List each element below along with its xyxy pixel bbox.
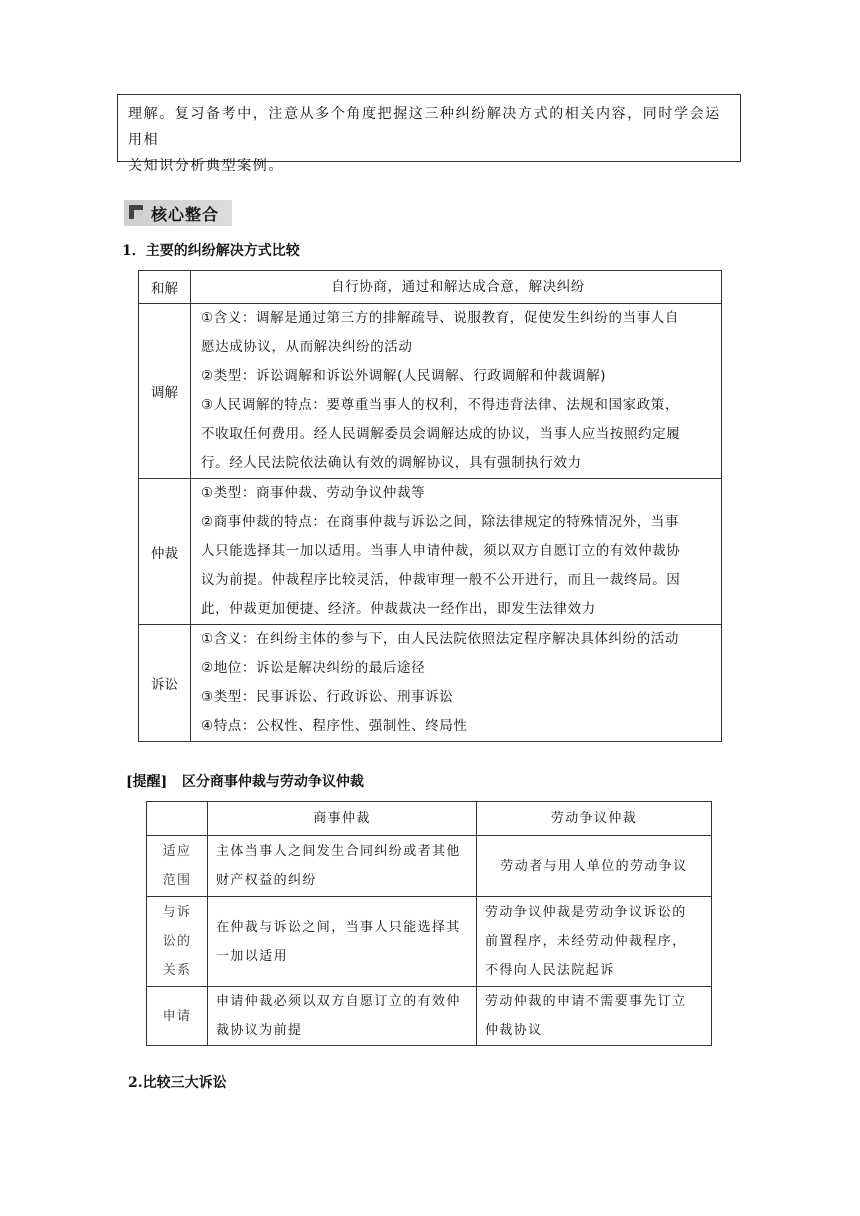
row-value — [191, 625, 722, 742]
row-key: 仲裁 — [139, 479, 191, 625]
key-line: 与诉 — [162, 905, 192, 920]
row-key: 诉讼 — [139, 625, 191, 742]
cell-line: 劳动仲裁的申请不需要事先订立 — [485, 994, 687, 1009]
section-square-icon — [129, 205, 145, 221]
key-line: 范围 — [162, 873, 192, 888]
commercial-cell — [208, 897, 477, 987]
cell-line: 行。经人民法院依法确认有效的调解协议，具有强制执行效力 — [201, 455, 582, 471]
cell-line: ④特点：公权性、程序性、强制性、终局性 — [201, 718, 468, 734]
cell-line: 人只能选择其一加以适用。当事人申请仲裁，须以双方自愿订立的有效仲裁协 — [201, 543, 681, 559]
table-header-row — [147, 802, 712, 836]
table-row — [139, 625, 722, 742]
table-row — [147, 836, 712, 897]
tip-heading — [126, 771, 364, 791]
key-line: 适应 — [162, 844, 192, 859]
row-key: 和解 — [139, 271, 191, 304]
intro-line: 理解。复习备考中，注意从多个角度把握这三种纠纷解决方式的相关内容，同时学会运用相 — [128, 106, 721, 148]
cell-line: ①含义：在纠纷主体的参与下，由人民法院依照法定程序解决具体纠纷的活动 — [201, 631, 680, 647]
cell-line: ③类型：民事诉讼、行政诉讼、刑事诉讼 — [201, 689, 454, 705]
commercial-cell — [208, 987, 477, 1046]
cell-line: ②地位：诉讼是解决纠纷的最后途径 — [201, 660, 426, 676]
cell-line: ③人民调解的特点：要尊重当事人的权利，不得违背法律、法规和国家政策， — [201, 397, 680, 413]
row-value — [191, 304, 722, 479]
cell-line: ①含义：调解是通过第三方的排解疏导、说服教育，促使发生纠纷的当事人自 — [201, 310, 680, 326]
key-line: 申请 — [162, 1008, 192, 1024]
table-row — [139, 271, 722, 304]
header-cell: 劳动争议仲裁 — [477, 802, 712, 836]
cell-line: 此，仲裁更加便捷、经济。仲裁裁决一经作出，即发生法律效力 — [201, 601, 596, 617]
cell-line: ②商事仲裁的特点：在商事仲裁与诉讼之间，除法律规定的特殊情况外，当事 — [201, 514, 680, 530]
row-key — [147, 897, 208, 987]
row-key: 调解 — [139, 304, 191, 479]
heading-2: 2.比较三大诉讼 — [128, 1075, 227, 1091]
heading-1: 1．主要的纠纷解决方式比较 — [122, 243, 300, 259]
dispute-methods-table — [138, 270, 722, 742]
intro-line: 关知识分析典型案例。 — [128, 158, 284, 174]
cell-line: 不得向人民法院起诉 — [485, 963, 615, 978]
header-cell: 商事仲裁 — [208, 802, 477, 836]
section-title: 核心整合 — [151, 204, 220, 224]
labor-cell — [477, 836, 712, 897]
cell-line: ①类型：商事仲裁、劳动争议仲裁等 — [201, 485, 426, 501]
row-key — [147, 987, 208, 1046]
table-row — [139, 304, 722, 479]
cell-line: 一加以适用 — [216, 948, 289, 964]
cell-line: 财产权益的纠纷 — [216, 873, 317, 888]
labor-cell — [477, 987, 712, 1046]
tip-title: 区分商事仲裁与劳动争议仲裁 — [181, 774, 364, 790]
cell-line: 仲裁协议 — [485, 1023, 543, 1038]
cell-line: 前置程序，未经劳动仲裁程序， — [485, 934, 687, 949]
commercial-cell — [208, 836, 477, 897]
cell-line: 愿达成协议，从而解决纠纷的活动 — [201, 339, 413, 355]
table-row — [139, 479, 722, 625]
table-row — [147, 897, 712, 987]
tip-label: [提醒] — [126, 774, 168, 790]
cell-line: 申请仲裁必须以双方自愿订立的有效仲 — [216, 994, 461, 1009]
cell-line: 自行协商，通过和解达成合意，解决纠纷 — [331, 278, 585, 295]
cell-line: 不收取任何费用。经人民调解委员会调解达成的协议，当事人应当按照约定履 — [201, 426, 681, 442]
cell-line: 议为前提。仲裁程序比较灵活，仲裁审理一般不公开进行，而且一裁终局。因 — [201, 572, 681, 588]
cell-line: ②类型：诉讼调解和诉讼外调解(人民调解、行政调解和仲裁调解) — [201, 368, 607, 384]
header-cell — [147, 802, 208, 836]
cell-line: 裁协议为前提 — [216, 1023, 303, 1038]
section-banner — [124, 200, 232, 226]
row-value — [191, 271, 722, 304]
cell-line: 劳动者与用人单位的劳动争议 — [500, 858, 688, 874]
key-line: 讼的 — [162, 934, 192, 949]
cell-line: 主体当事人之间发生合同纠纷或者其他 — [216, 844, 461, 859]
cell-line: 在仲裁与诉讼之间，当事人只能选择其 — [216, 919, 461, 935]
labor-cell — [477, 897, 712, 987]
table-row — [147, 987, 712, 1046]
key-line: 关系 — [162, 963, 192, 978]
intro-box — [117, 94, 741, 174]
row-key — [147, 836, 208, 897]
cell-line: 劳动争议仲裁是劳动争议诉讼的 — [485, 905, 687, 920]
arbitration-compare-table — [146, 801, 712, 1046]
row-value — [191, 479, 722, 625]
